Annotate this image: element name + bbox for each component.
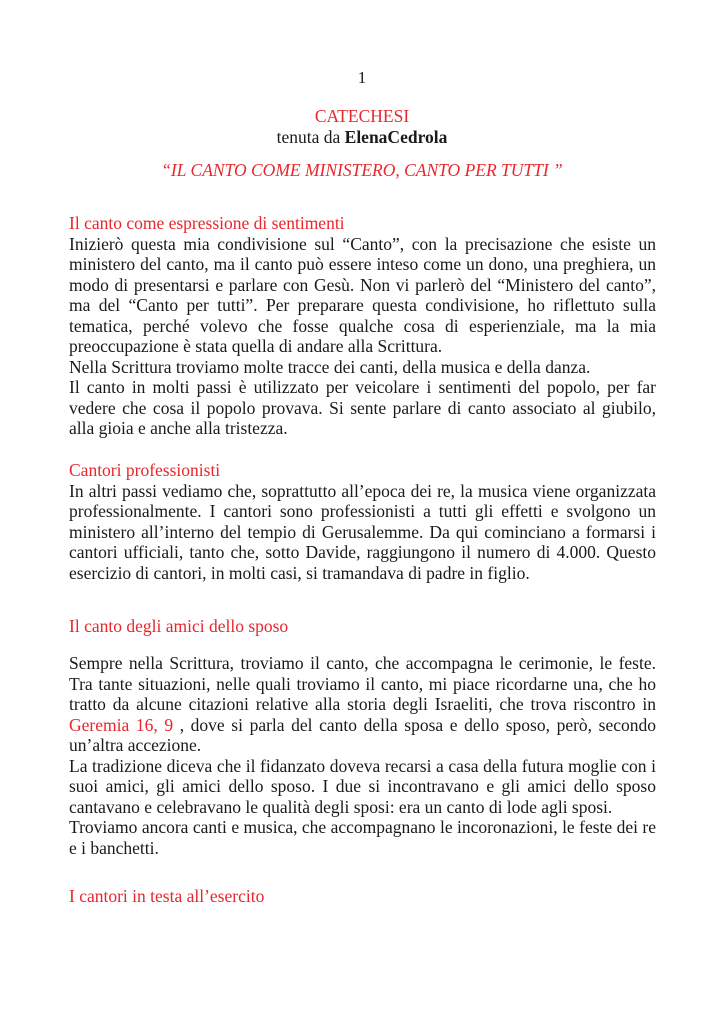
- section-heading: Il canto degli amici dello sposo: [69, 616, 289, 636]
- section-cantori-professionisti: [69, 460, 656, 583]
- page-number: 1: [357, 68, 367, 87]
- paragraph: Nella Scrittura troviamo molte tracce dei canti, della musica e della danza.: [69, 356, 591, 377]
- section-amici-sposo: [69, 653, 656, 858]
- author-prefix: tenuta da: [276, 127, 345, 147]
- paragraph: Troviamo ancora canti e musica, che accompagnano le incoronazioni, le feste dei re e i banchetti.: [69, 817, 656, 858]
- document-header: [0, 106, 724, 148]
- author-line: [0, 127, 724, 148]
- paragraph: Inizierò questa mia condivisione sul “Canto”, con la precisazione che esiste un ministero del canto, ma il canto può essere inteso come un dono, una preghiera, un modo di presentarsi e parlare con Gesù. Non vi parlerò del “Ministero del canto”, ma del “Canto per tutti”. Per preparare questa condivisione, ho riflettuto sulla tematica, perché volevo che fosse qualche cosa di esperienziale, ma la mia preoccupazione è stata quella di andare alla Scrittura.: [69, 233, 656, 356]
- scripture-reference-link[interactable]: Geremia 16, 9: [69, 714, 174, 735]
- paragraph-text: Sempre nella Scrittura, troviamo il canto, che accompagna le cerimonie, le feste. Tra tante situazioni, nelle quali troviamo il canto, mi piace ricordarne una, che ho tratto da alcune citazioni relative alla storia degli Israeliti, che trova riscontro in: [69, 653, 656, 714]
- document-subtitle: “IL CANTO COME MINISTERO, CANTO PER TUTTI ”: [161, 160, 563, 180]
- paragraph: [69, 653, 656, 756]
- document-title: CATECHESI: [314, 106, 410, 126]
- paragraph: In altri passi vediamo che, soprattutto all’epoca dei re, la musica viene organizzata professionalmente. I cantori sono professionisti a tutti gli effetti e svolgono un ministero all’interno del tempio di Gerusalemme. Da qui cominciano a formarsi i cantori ufficiali, tanto che, sotto Davide, raggiungono il numero di 4.000. Questo esercizio di cantori, in molti casi, si tramandava di padre in figlio.: [69, 480, 656, 583]
- paragraph: Il canto in molti passi è utilizzato per veicolare i sentimenti del popolo, per far vedere che cosa il popolo provava. Si sente parlare di canto associato al giubilo, alla gioia e anche alla tristezza.: [69, 377, 656, 438]
- section-esercito-heading: [69, 886, 656, 907]
- section-heading: I cantori in testa all’esercito: [69, 886, 265, 906]
- section-sentimenti: [69, 213, 656, 439]
- author-name: ElenaCedrola: [344, 127, 448, 147]
- paragraph: La tradizione diceva che il fidanzato doveva recarsi a casa della futura moglie con i suoi amici, gli amici dello sposo. I due si incontravano e gli amici dello sposo cantavano e celebravano le qualità degli sposi: era un canto di lode agli sposi.: [69, 755, 656, 817]
- paragraph-text: , dove si parla del canto della sposa e dello sposo, però, secondo un’altra accezione.: [69, 714, 657, 755]
- section-amici-sposo-heading: [69, 616, 656, 637]
- section-heading: Cantori professionisti: [69, 460, 221, 480]
- section-heading: Il canto come espressione di sentimenti: [69, 213, 345, 233]
